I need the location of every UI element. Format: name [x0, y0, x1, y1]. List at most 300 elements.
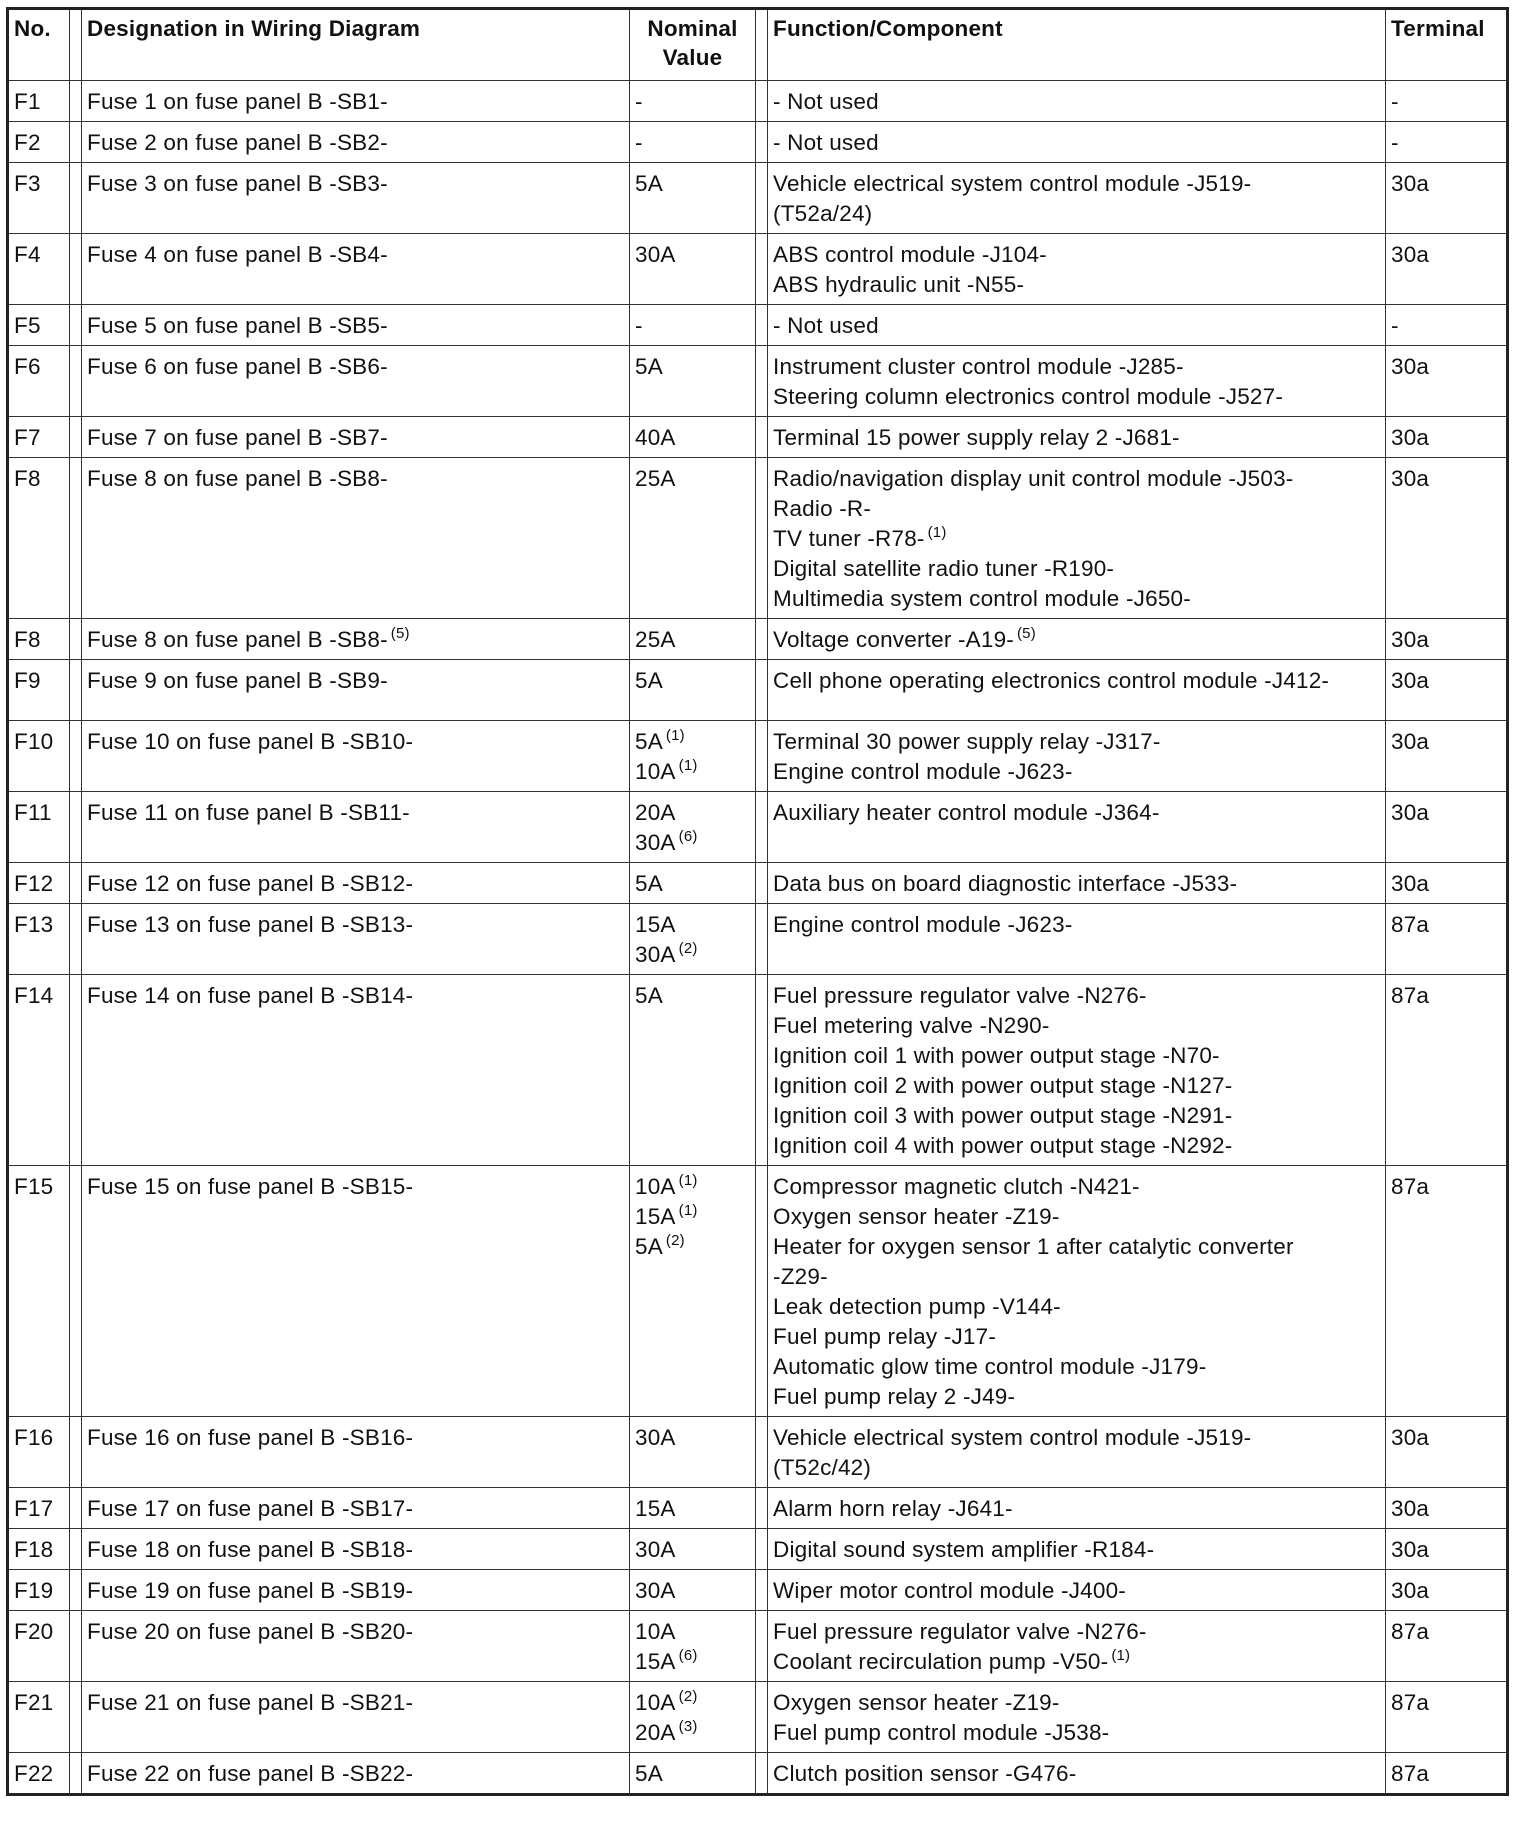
cell-text: Digital sound system amplifier -R184- [773, 1537, 1155, 1562]
cell-line [773, 1292, 1380, 1322]
footnote-ref: (6) [678, 828, 698, 845]
table-row [8, 1166, 1508, 1417]
column-separator [70, 1570, 82, 1611]
table-row [8, 1753, 1508, 1795]
cell-text: Fuel pump relay 2 -J49- [773, 1384, 1016, 1409]
column-separator [756, 1611, 768, 1682]
column-separator [70, 1417, 82, 1488]
cell-line [773, 1232, 1380, 1262]
fuse-number: F10 [8, 721, 70, 792]
fuse-number: F4 [8, 234, 70, 305]
cell-text: Fuel metering valve -N290- [773, 1013, 1050, 1038]
footnote-ref: (3) [678, 1718, 698, 1735]
fuse-number: F19 [8, 1570, 70, 1611]
cell-line [635, 1423, 750, 1453]
footnote-ref: (6) [678, 1647, 698, 1664]
cell-text: Vehicle electrical system control module -J519- [773, 171, 1252, 196]
cell-text: Alarm horn relay -J641- [773, 1496, 1013, 1521]
function-cell [768, 1417, 1386, 1488]
column-separator [70, 346, 82, 417]
table-row [8, 346, 1508, 417]
cell-text: Wiper motor control module -J400- [773, 1578, 1126, 1603]
cell-text: Radio/navigation display unit control module -J503- [773, 466, 1294, 491]
terminal-cell: 30a [1386, 660, 1508, 721]
column-separator [70, 792, 82, 863]
designation-cell [82, 234, 630, 305]
cell-line [773, 494, 1380, 524]
nominal-value-cell [630, 1753, 756, 1795]
column-separator [70, 1529, 82, 1570]
cell-text: Engine control module -J623- [773, 759, 1073, 784]
fuse-number: F18 [8, 1529, 70, 1570]
header-no: No. [8, 9, 70, 81]
cell-text: 25A [635, 466, 676, 491]
cell-line [773, 169, 1380, 199]
cell-text: Fuse 3 on fuse panel B -SB3- [87, 171, 388, 196]
function-cell [768, 904, 1386, 975]
footnote-ref: (5) [1016, 625, 1036, 642]
cell-line [773, 554, 1380, 584]
cell-text: Ignition coil 3 with power output stage -N291- [773, 1103, 1233, 1128]
cell-text: Oxygen sensor heater -Z19- [773, 1204, 1060, 1229]
table-row [8, 721, 1508, 792]
cell-text: 30A [635, 942, 676, 967]
cell-text: 20A [635, 1720, 676, 1745]
cell-line [773, 1322, 1380, 1352]
column-separator [70, 1166, 82, 1417]
cell-text: Steering column electronics control module -J527- [773, 384, 1284, 409]
terminal-cell: 30a [1386, 721, 1508, 792]
cell-text: 5A [635, 1761, 663, 1786]
column-separator [756, 122, 768, 163]
cell-line [773, 1041, 1380, 1071]
cell-text: Fuel pump relay -J17- [773, 1324, 997, 1349]
cell-text: (T52a/24) [773, 201, 873, 226]
function-cell [768, 1570, 1386, 1611]
cell-text: Multimedia system control module -J650- [773, 586, 1191, 611]
cell-text: Automatic glow time control module -J179- [773, 1354, 1207, 1379]
designation-cell [82, 458, 630, 619]
footnote-ref: (1) [678, 757, 698, 774]
cell-text: Voltage converter -A19- [773, 627, 1014, 652]
cell-line [773, 1011, 1380, 1041]
designation-cell [82, 1611, 630, 1682]
table-row [8, 122, 1508, 163]
cell-text: Ignition coil 4 with power output stage -N292- [773, 1133, 1233, 1158]
fuse-number: F11 [8, 792, 70, 863]
cell-text: Fuse 21 on fuse panel B -SB21- [87, 1690, 414, 1715]
cell-text: - [635, 313, 643, 338]
cell-text: Fuse 20 on fuse panel B -SB20- [87, 1619, 414, 1644]
nominal-value-cell [630, 792, 756, 863]
cell-line [773, 981, 1380, 1011]
cell-line [635, 869, 750, 899]
nominal-value-cell [630, 234, 756, 305]
function-cell [768, 619, 1386, 660]
terminal-cell: 87a [1386, 1682, 1508, 1753]
column-separator [756, 660, 768, 721]
table-row [8, 660, 1508, 721]
nominal-value-cell [630, 1417, 756, 1488]
column-separator [756, 9, 768, 81]
cell-line [87, 1617, 624, 1647]
cell-text: Auxiliary heater control module -J364- [773, 800, 1160, 825]
nominal-value-cell [630, 305, 756, 346]
cell-line [87, 1172, 624, 1202]
cell-line [773, 798, 1380, 828]
terminal-cell: - [1386, 81, 1508, 122]
cell-text: - [635, 130, 643, 155]
function-cell [768, 863, 1386, 904]
cell-text: Compressor magnetic clutch -N421- [773, 1174, 1140, 1199]
column-separator [756, 1570, 768, 1611]
function-cell [768, 458, 1386, 619]
terminal-cell: 30a [1386, 1529, 1508, 1570]
terminal-cell: 87a [1386, 1611, 1508, 1682]
cell-text: 30A [635, 830, 676, 855]
cell-line [635, 1759, 750, 1789]
cell-line [773, 87, 1380, 117]
cell-text: 5A [635, 983, 663, 1008]
terminal-cell: - [1386, 122, 1508, 163]
column-separator [70, 721, 82, 792]
cell-text: 25A [635, 627, 676, 652]
cell-text: - [635, 89, 643, 114]
cell-line [773, 1172, 1380, 1202]
fuse-number: F8 [8, 458, 70, 619]
cell-text: 30A [635, 1537, 676, 1562]
cell-text: Fuse 8 on fuse panel B -SB8- [87, 627, 388, 652]
cell-line [773, 910, 1380, 940]
cell-text: Heater for oxygen sensor 1 after catalytic converter [773, 1234, 1294, 1259]
cell-line [635, 1576, 750, 1606]
cell-line [635, 798, 750, 828]
table-row [8, 904, 1508, 975]
cell-line [635, 666, 750, 696]
cell-line [87, 169, 624, 199]
column-separator [756, 863, 768, 904]
cell-line [635, 423, 750, 453]
footnote-ref: (1) [1111, 1647, 1131, 1664]
cell-line [87, 625, 624, 655]
function-cell [768, 1166, 1386, 1417]
terminal-cell: - [1386, 305, 1508, 346]
cell-text: 40A [635, 425, 676, 450]
column-separator [756, 1682, 768, 1753]
cell-text: Fuel pressure regulator valve -N276- [773, 983, 1147, 1008]
function-cell [768, 305, 1386, 346]
nominal-value-cell [630, 863, 756, 904]
cell-line [773, 584, 1380, 614]
cell-line [635, 727, 750, 757]
cell-line [635, 87, 750, 117]
cell-text: Fuse 22 on fuse panel B -SB22- [87, 1761, 414, 1786]
cell-text: Fuse 13 on fuse panel B -SB13- [87, 912, 414, 937]
designation-cell [82, 305, 630, 346]
column-separator [70, 9, 82, 81]
cell-line [773, 1535, 1380, 1565]
nominal-value-cell [630, 904, 756, 975]
cell-text: Fuse 9 on fuse panel B -SB9- [87, 668, 388, 693]
column-separator [756, 975, 768, 1166]
column-separator [756, 234, 768, 305]
table-row [8, 1529, 1508, 1570]
cell-line [635, 1688, 750, 1718]
cell-text: - Not used [773, 130, 879, 155]
cell-text: Instrument cluster control module -J285- [773, 354, 1184, 379]
nominal-value-cell [630, 1682, 756, 1753]
cell-text: 10A [635, 759, 676, 784]
cell-text: 30A [635, 1578, 676, 1603]
terminal-cell: 87a [1386, 1753, 1508, 1795]
cell-line [87, 727, 624, 757]
footnote-ref: (2) [678, 1688, 698, 1705]
column-separator [756, 305, 768, 346]
terminal-cell: 30a [1386, 163, 1508, 234]
column-separator [70, 863, 82, 904]
cell-line [635, 1718, 750, 1748]
fuse-number: F2 [8, 122, 70, 163]
header-designation: Designation in Wiring Diagram [82, 9, 630, 81]
function-cell [768, 792, 1386, 863]
designation-cell [82, 346, 630, 417]
cell-line [773, 1453, 1380, 1483]
fuse-number: F1 [8, 81, 70, 122]
terminal-cell: 87a [1386, 1166, 1508, 1417]
designation-cell [82, 721, 630, 792]
cell-text: Fuel pressure regulator valve -N276- [773, 1619, 1147, 1644]
cell-line [635, 910, 750, 940]
nominal-value-cell [630, 417, 756, 458]
cell-line [635, 1617, 750, 1647]
cell-line [773, 352, 1380, 382]
cell-text: (T52c/42) [773, 1455, 872, 1480]
designation-cell [82, 1682, 630, 1753]
column-separator [756, 1529, 768, 1570]
column-separator [70, 660, 82, 721]
nominal-value-cell [630, 721, 756, 792]
cell-text: Fuse 15 on fuse panel B -SB15- [87, 1174, 414, 1199]
column-separator [756, 1417, 768, 1488]
terminal-cell: 30a [1386, 458, 1508, 619]
cell-line [635, 464, 750, 494]
cell-text: 5A [635, 171, 663, 196]
cell-text: Fuse 19 on fuse panel B -SB19- [87, 1578, 414, 1603]
column-separator [70, 417, 82, 458]
cell-text: Fuse 2 on fuse panel B -SB2- [87, 130, 388, 155]
table-row [8, 975, 1508, 1166]
column-separator [70, 1753, 82, 1795]
nominal-value-cell [630, 1529, 756, 1570]
column-separator [756, 1488, 768, 1529]
cell-text: 10A [635, 1690, 676, 1715]
column-separator [756, 619, 768, 660]
cell-line [87, 869, 624, 899]
nominal-value-cell [630, 81, 756, 122]
cell-text: Radio -R- [773, 496, 872, 521]
terminal-cell: 87a [1386, 975, 1508, 1166]
cell-text: 15A [635, 1649, 676, 1674]
column-separator [70, 975, 82, 1166]
column-separator [70, 305, 82, 346]
cell-text: Cell phone operating electronics control module -J412- [773, 668, 1330, 693]
column-separator [756, 417, 768, 458]
cell-line [773, 1759, 1380, 1789]
designation-cell [82, 417, 630, 458]
cell-line [87, 1576, 624, 1606]
cell-line [773, 1688, 1380, 1718]
terminal-cell: 30a [1386, 619, 1508, 660]
cell-line [87, 1759, 624, 1789]
designation-cell [82, 1529, 630, 1570]
cell-text: 30A [635, 1425, 676, 1450]
designation-cell [82, 81, 630, 122]
cell-line [87, 1535, 624, 1565]
cell-text: Fuse 7 on fuse panel B -SB7- [87, 425, 388, 450]
cell-line [87, 87, 624, 117]
cell-line [773, 625, 1380, 655]
fuse-number: F3 [8, 163, 70, 234]
cell-text: Terminal 30 power supply relay -J317- [773, 729, 1161, 754]
function-cell [768, 1529, 1386, 1570]
footnote-ref: (2) [678, 940, 698, 957]
table-row [8, 1570, 1508, 1611]
fuse-number: F15 [8, 1166, 70, 1417]
header-nominal-value: Nominal Value [630, 9, 756, 81]
designation-cell [82, 863, 630, 904]
function-cell [768, 163, 1386, 234]
nominal-value-cell [630, 1488, 756, 1529]
cell-text: - Not used [773, 89, 879, 114]
cell-text: Fuse 14 on fuse panel B -SB14- [87, 983, 414, 1008]
cell-line [87, 798, 624, 828]
nominal-value-cell [630, 1611, 756, 1682]
footnote-ref: (1) [678, 1172, 698, 1189]
cell-line [773, 128, 1380, 158]
cell-line [773, 1647, 1380, 1677]
terminal-cell: 30a [1386, 1570, 1508, 1611]
cell-line [87, 464, 624, 494]
cell-text: Coolant recirculation pump -V50- [773, 1649, 1109, 1674]
cell-line [87, 128, 624, 158]
cell-line [773, 524, 1380, 554]
fuse-number: F5 [8, 305, 70, 346]
footnote-ref: (5) [390, 625, 410, 642]
footnote-ref: (2) [665, 1232, 685, 1249]
cell-line [773, 1131, 1380, 1161]
table-row [8, 863, 1508, 904]
function-cell [768, 1611, 1386, 1682]
cell-line [773, 311, 1380, 341]
fuse-number: F6 [8, 346, 70, 417]
designation-cell [82, 1753, 630, 1795]
cell-line [635, 940, 750, 970]
table-row [8, 163, 1508, 234]
terminal-cell: 30a [1386, 863, 1508, 904]
terminal-cell: 30a [1386, 792, 1508, 863]
cell-line [773, 869, 1380, 899]
column-separator [70, 1488, 82, 1529]
nominal-value-cell [630, 1166, 756, 1417]
cell-line [635, 1172, 750, 1202]
footnote-ref: (1) [665, 727, 685, 744]
cell-line [87, 666, 624, 696]
function-cell [768, 660, 1386, 721]
function-cell [768, 234, 1386, 305]
cell-text: Ignition coil 1 with power output stage -N70- [773, 1043, 1220, 1068]
column-separator [70, 234, 82, 305]
cell-line [635, 1535, 750, 1565]
cell-line [773, 1494, 1380, 1524]
column-separator [756, 1166, 768, 1417]
cell-line [635, 625, 750, 655]
cell-line [773, 1071, 1380, 1101]
column-separator [756, 81, 768, 122]
fuse-number: F22 [8, 1753, 70, 1795]
cell-line [87, 910, 624, 940]
cell-line [635, 1494, 750, 1524]
terminal-cell: 30a [1386, 417, 1508, 458]
cell-line [773, 1262, 1380, 1292]
cell-line [635, 1647, 750, 1677]
fuse-number: F8 [8, 619, 70, 660]
cell-text: 10A [635, 1619, 676, 1644]
cell-text: Fuse 10 on fuse panel B -SB10- [87, 729, 414, 754]
cell-text: Vehicle electrical system control module -J519- [773, 1425, 1252, 1450]
designation-cell [82, 1417, 630, 1488]
header-terminal: Terminal [1386, 9, 1508, 81]
cell-text: 5A [635, 354, 663, 379]
designation-cell [82, 904, 630, 975]
designation-cell [82, 163, 630, 234]
designation-cell [82, 1570, 630, 1611]
fuse-number: F17 [8, 1488, 70, 1529]
cell-text: Fuse 18 on fuse panel B -SB18- [87, 1537, 414, 1562]
terminal-cell: 30a [1386, 1488, 1508, 1529]
cell-line [635, 128, 750, 158]
cell-text: ABS hydraulic unit -N55- [773, 272, 1025, 297]
fuse-number: F9 [8, 660, 70, 721]
nominal-value-cell [630, 122, 756, 163]
cell-line [773, 1101, 1380, 1131]
cell-line [773, 1576, 1380, 1606]
fuse-number: F21 [8, 1682, 70, 1753]
cell-line [87, 981, 624, 1011]
table-row [8, 234, 1508, 305]
cell-line [773, 1382, 1380, 1412]
cell-line [773, 1718, 1380, 1748]
fuse-number: F14 [8, 975, 70, 1166]
column-separator [756, 163, 768, 234]
cell-text: 15A [635, 1496, 676, 1521]
cell-text: Fuse 6 on fuse panel B -SB6- [87, 354, 388, 379]
function-cell [768, 122, 1386, 163]
column-separator [756, 904, 768, 975]
cell-text: Fuel pump control module -J538- [773, 1720, 1110, 1745]
column-separator [756, 721, 768, 792]
function-cell [768, 1488, 1386, 1529]
column-separator [70, 458, 82, 619]
cell-text: Fuse 8 on fuse panel B -SB8- [87, 466, 388, 491]
table-row [8, 81, 1508, 122]
cell-line [773, 199, 1380, 229]
cell-text: ABS control module -J104- [773, 242, 1047, 267]
cell-text: 5A [635, 1234, 663, 1259]
cell-line [773, 1352, 1380, 1382]
column-separator [70, 1682, 82, 1753]
nominal-value-cell [630, 660, 756, 721]
terminal-cell: 87a [1386, 904, 1508, 975]
